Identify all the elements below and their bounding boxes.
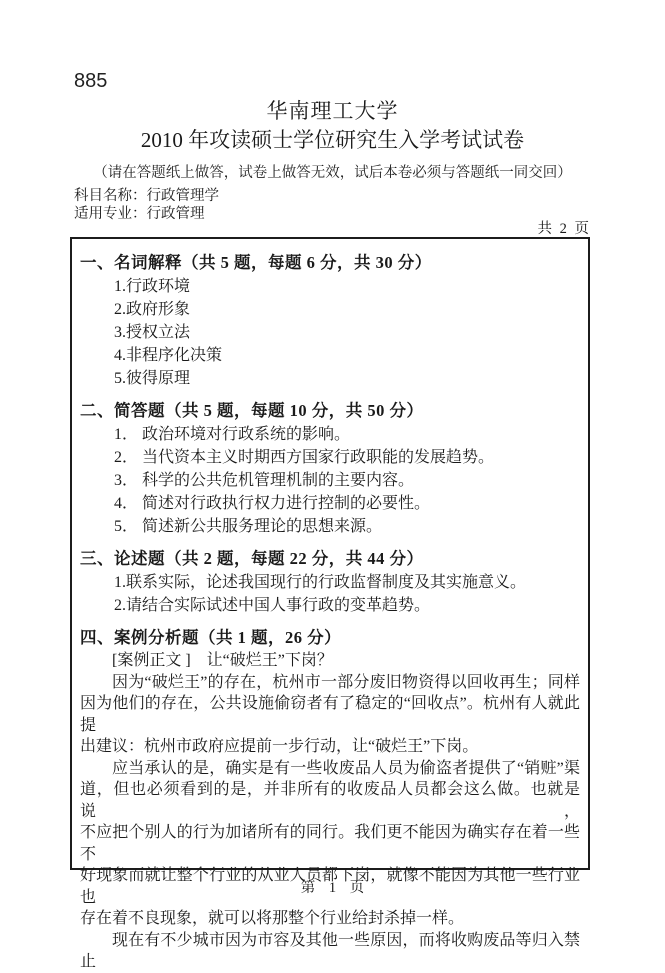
case-line: 因为“破烂王”的存在，杭州市一部分废旧物资得以回收再生；同样 [112,673,580,691]
case-line: 应当承认的是，确实是有一些收废品人员为偷盗者提供了“销赃”渠 [112,759,580,777]
question-item: 3.授权立法 [114,324,191,341]
question-item: 1． 政治环境对行政系统的影响。 [114,426,351,443]
section-1-heading: 一、名词解释（共 5 题，每题 6 分，共 30 分） [80,253,432,272]
case-line: 存在着不良现象，就可以将那整个行业给封杀掉一样。 [80,910,465,927]
case-line: 不应把个别人的行为加诸所有的同行。我们更不能因为确实存在着一些不 [80,824,580,863]
case-line: 出建议：杭州市政府应提前一步行动，让“破烂王”下岗。 [80,738,479,755]
question-item: 4.非程序化决策 [114,347,223,364]
section-essay [80,548,580,617]
question-item: 2． 当代资本主义时期西方国家行政职能的发展趋势。 [114,449,495,466]
case-line: 因为他们的存在，公共设施偷窃者有了稳定的“回收点”。杭州有人就此提 [80,695,580,734]
exam-title: 2010 年攻读硕士学位研究生入学考试试卷 [140,128,525,152]
case-line: [案例正文 ] 让“破烂王”下岗？ [112,652,333,669]
section-3-items [80,571,580,617]
section-1-items [80,275,580,390]
page-number: 第 1 页 [300,880,365,896]
question-item: 2.政府形象 [114,301,191,318]
case-text [80,650,580,973]
section-short-answer [80,400,580,538]
case-line: 好现象而就让整个行业的从业人员都下岗，就像不能因为其他一些行业也 [80,867,580,906]
question-item: 2.请结合实际试述中国人事行政的变革趋势。 [114,597,431,614]
section-4-heading: 四、案例分析题（共 1 题，26 分） [80,628,342,647]
question-item: 1.联系实际，论述我国现行的行政监督制度及其实施意义。 [114,574,527,591]
university-name: 华南理工大学 [266,99,399,123]
section-2-items [80,423,580,538]
section-3-heading: 三、论述题（共 2 题，每题 22 分，共 44 分） [80,549,424,568]
section-2-heading: 二、简答题（共 5 题，每题 10 分，共 50 分） [80,401,424,420]
applicable-major-line: 适用专业：行政管理 [74,206,205,222]
answer-sheet-instruction: （请在答题纸上做答，试卷上做答无效，试后本卷必须与答题纸一同交回） [93,165,572,181]
section-case-analysis [80,627,580,973]
case-line: 现在有不少城市因为市容及其他一些原因，而将收购废品等归入禁止 [80,931,580,970]
question-item: 1.行政环境 [114,278,191,295]
case-line: 道，但也必须看到的是，并非所有的收废品人员都会这么做。也就是说， [80,781,580,820]
question-item: 5． 简述新公共服务理论的思想来源。 [114,518,383,535]
question-item: 3． 科学的公共危机管理机制的主要内容。 [114,472,415,489]
subject-name-line: 科目名称：行政管理学 [74,188,219,204]
paper-code: 885 [74,70,108,92]
question-item: 4． 简述对行政执行权力进行控制的必要性。 [114,495,431,512]
question-item: 5.彼得原理 [114,370,191,387]
total-pages-label: 共 2 页 [537,221,589,237]
section-term-definitions [80,252,580,390]
